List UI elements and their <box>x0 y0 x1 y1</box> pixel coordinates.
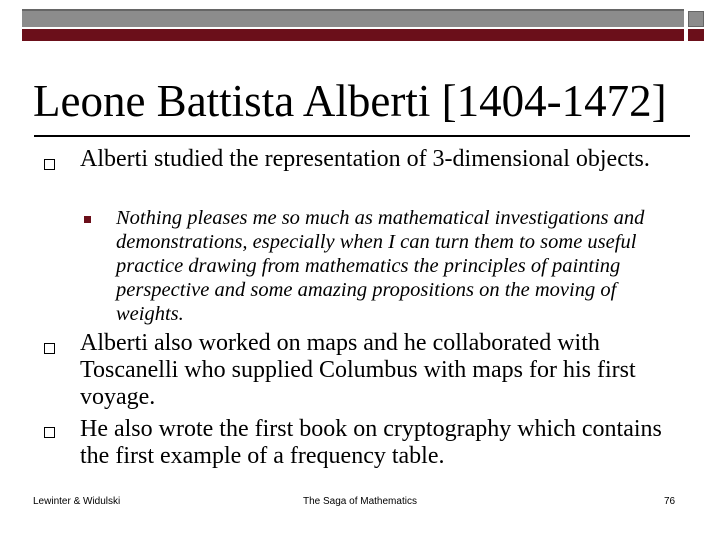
footer-author: Lewinter & Widulski <box>33 496 121 507</box>
hollow-square-bullet-icon <box>44 427 55 438</box>
hollow-square-bullet-icon <box>44 159 55 170</box>
quote-text: Nothing pleases me so much as mathematical investigations and demonstrations, especially when I can turn them to some useful practice drawing from mathematics the principles of painting perspective and some amazing propositions on the moving of weights. <box>116 207 645 325</box>
hollow-square-bullet-icon <box>44 343 55 354</box>
corner-grey-square <box>688 11 704 27</box>
top-accent-bar <box>22 29 684 41</box>
bullet-text: He also wrote the first book on cryptography which contains the first example of a frequency table. <box>80 416 662 469</box>
footer-page-number: 76 <box>664 496 676 507</box>
bullet-text: Alberti studied the representation of 3-dimensional objects. <box>80 146 650 172</box>
title-underline <box>34 135 690 137</box>
corner-accent-square <box>688 29 704 41</box>
filled-square-bullet-icon <box>84 216 91 223</box>
top-grey-bar <box>22 9 684 27</box>
bullet-text: Alberti also worked on maps and he collaborated with Toscanelli who supplied Columbus with maps for his first voyage. <box>80 330 636 410</box>
footer-course: The Saga of Mathematics <box>303 496 417 507</box>
slide-title: Leone Battista Alberti [1404-1472] <box>33 76 667 126</box>
